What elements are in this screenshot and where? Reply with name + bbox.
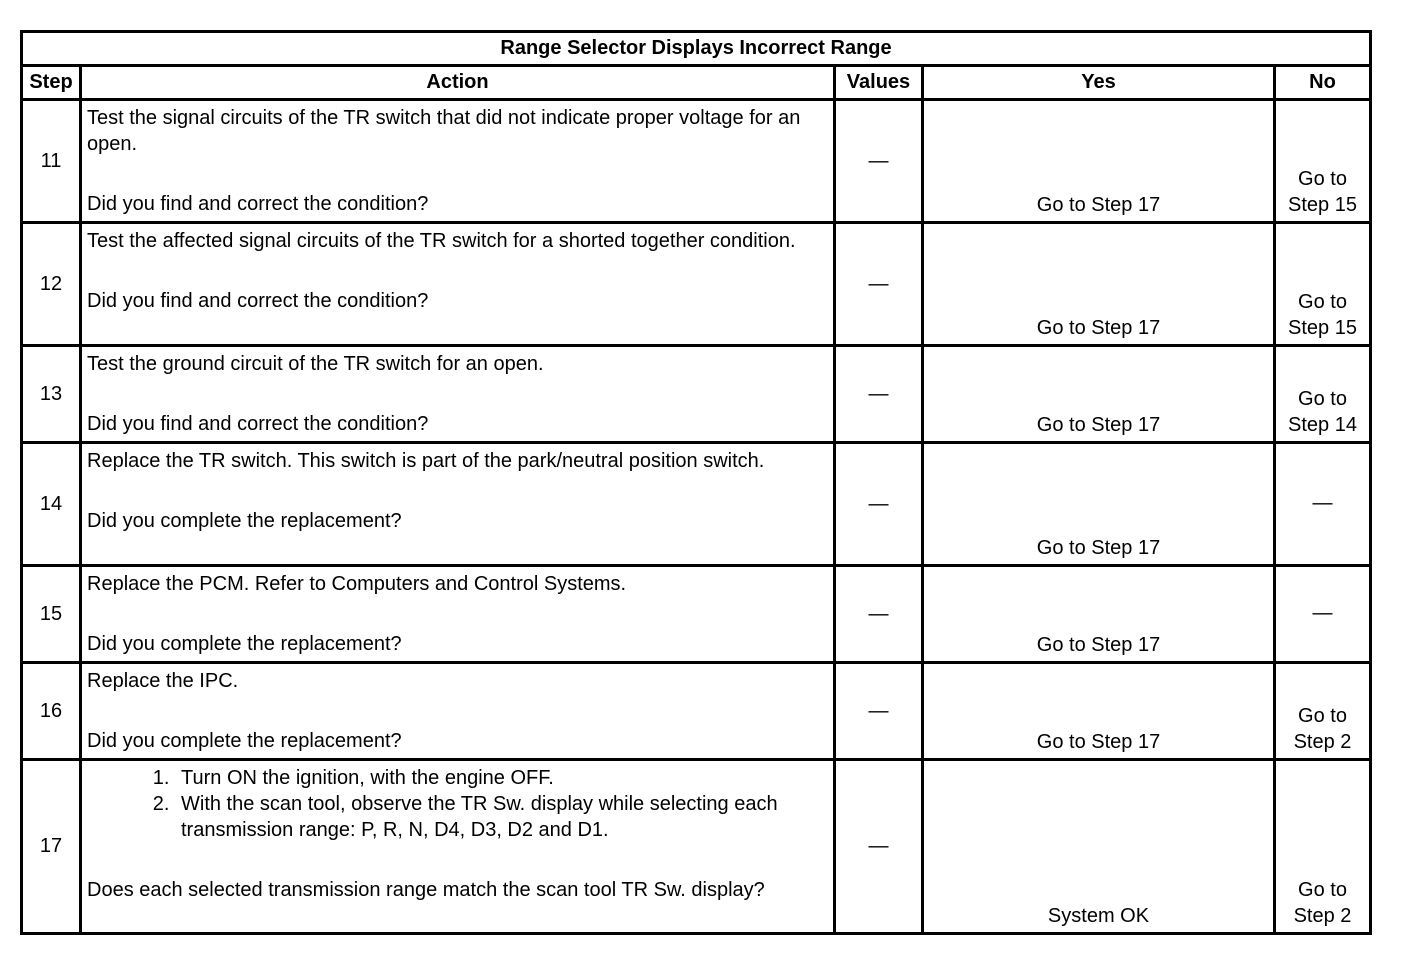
step-number: 14 (22, 443, 81, 566)
action-text: Test the affected signal circuits of the TR switch for a shorted together condition. (87, 230, 796, 252)
action-question: Did you complete the replacement? (87, 730, 402, 752)
action-cell (81, 443, 835, 566)
action-text: Replace the IPC. (87, 670, 239, 692)
values-cell: — (835, 566, 923, 663)
yes-cell: Go to Step 17 (923, 100, 1275, 223)
action-question: Did you find and correct the condition? (87, 290, 429, 312)
header-values: Values (835, 66, 923, 100)
table-row (22, 566, 1371, 663)
action-cell (81, 100, 835, 223)
no-cell: Go to Step 2 (1275, 663, 1371, 760)
action-cell (81, 566, 835, 663)
step-number: 12 (22, 223, 81, 346)
header-action: Action (81, 66, 835, 100)
action-cell (81, 663, 835, 760)
values-cell: — (835, 663, 923, 760)
values-cell: — (835, 760, 923, 934)
action-cell (81, 223, 835, 346)
header-no: No (1275, 66, 1371, 100)
values-cell: — (835, 100, 923, 223)
yes-cell: Go to Step 17 (923, 223, 1275, 346)
action-question: Does each selected transmission range match the scan tool TR Sw. display? (87, 879, 765, 901)
step-number: 15 (22, 566, 81, 663)
table-row (22, 100, 1371, 223)
table-row (22, 443, 1371, 566)
action-question: Did you complete the replacement? (87, 633, 402, 655)
no-cell: Go to Step 14 (1275, 346, 1371, 443)
values-cell: — (835, 443, 923, 566)
step-number: 17 (22, 760, 81, 934)
table-row (22, 663, 1371, 760)
list-item: 2. With the scan tool, observe the TR Sw. display while selecting each transmission range: P, R, N, D4, D3, D2 and D1. (175, 791, 827, 843)
action-cell (81, 760, 835, 934)
header-yes: Yes (923, 66, 1275, 100)
action-text: Replace the PCM. Refer to Computers and Control Systems. (87, 573, 627, 595)
yes-cell: Go to Step 17 (923, 663, 1275, 760)
table-title: Range Selector Displays Incorrect Range (22, 32, 1371, 66)
values-cell: — (835, 346, 923, 443)
yes-cell: Go to Step 17 (923, 443, 1275, 566)
action-text: Test the ground circuit of the TR switch for an open. (87, 353, 544, 375)
step-number: 16 (22, 663, 81, 760)
yes-cell: Go to Step 17 (923, 566, 1275, 663)
action-text: Test the signal circuits of the TR switch that did not indicate proper voltage for an open. (87, 107, 801, 155)
list-item: 1. Turn ON the ignition, with the engine OFF. (175, 765, 827, 791)
table-row (22, 346, 1371, 443)
no-cell: — (1275, 566, 1371, 663)
action-question: Did you find and correct the condition? (87, 193, 429, 215)
action-question: Did you complete the replacement? (87, 510, 402, 532)
step-number: 11 (22, 100, 81, 223)
no-cell: — (1275, 443, 1371, 566)
yes-cell: System OK (923, 760, 1275, 934)
yes-cell: Go to Step 17 (923, 346, 1275, 443)
action-cell (81, 346, 835, 443)
step-number: 13 (22, 346, 81, 443)
action-text: Replace the TR switch. This switch is part of the park/neutral position switch. (87, 450, 765, 472)
table-row (22, 760, 1371, 934)
table-row (22, 223, 1371, 346)
no-cell: Go to Step 15 (1275, 100, 1371, 223)
no-cell: Go to Step 15 (1275, 223, 1371, 346)
procedure-list (87, 765, 827, 843)
values-cell: — (835, 223, 923, 346)
header-step: Step (22, 66, 81, 100)
no-cell: Go to Step 2 (1275, 760, 1371, 934)
action-question: Did you find and correct the condition? (87, 413, 429, 435)
diagnostic-table (20, 30, 1372, 935)
